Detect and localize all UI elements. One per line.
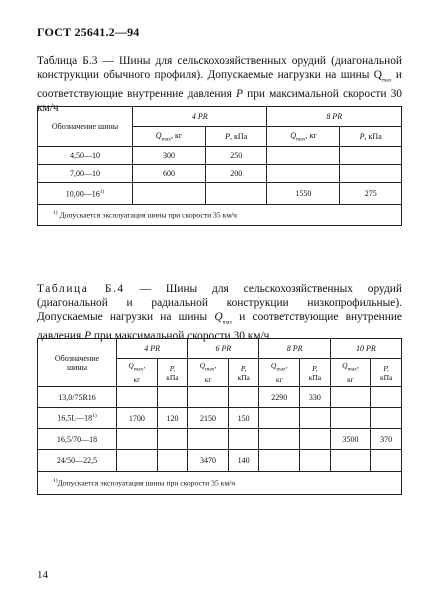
group-header: 10 PR [330,339,401,359]
cell [340,147,402,165]
q-header: $Q_{max}$, кг [188,359,229,387]
cell: 275 [340,183,402,205]
tire-name: 7,00—10 [38,165,133,183]
caption-text: и соответствующие внутренние давления [37,311,402,343]
tire-name: 4,50—10 [38,147,133,165]
cell [157,387,188,408]
cell: 150 [228,408,259,429]
table-row [38,387,402,408]
cell: 3500 [330,429,371,450]
tire-name: 16,5/70—18 [38,429,117,450]
cell [157,450,188,472]
table-row [38,165,402,183]
col-header: Обозначение шины [38,107,133,147]
q-header: $Q_{max}$, кг [259,359,300,387]
q-header: $Q_{max}$, кг [133,127,206,147]
caption-label: Таблица Б.4 [37,283,125,295]
cell [300,429,331,450]
cell [300,408,331,429]
cell [157,429,188,450]
cell: 140 [228,450,259,472]
group-header: 6 PR [188,339,259,359]
p-header: P, кПа [157,359,188,387]
group-header: 4 PR [117,339,188,359]
table-footnote: $^{1)}$ Допускается эксплуатация шины при скорости 35 км/ч [38,205,402,226]
tire-name: 24/50—22,5 [38,450,117,472]
caption-sub: max [382,77,392,84]
cell: 2150 [188,408,229,429]
tire-name: 13,0/75R16 [38,387,117,408]
cell: 370 [371,429,402,450]
cell: 1550 [267,183,340,205]
page-number: 14 [37,569,48,581]
table-footnote: $^{1)}$Допускается эксплуатация шины при скорости 35 км/ч [38,472,402,495]
cell [259,429,300,450]
cell: 250 [205,147,266,165]
cell [330,408,371,429]
cell [267,165,340,183]
cell: 1700 [117,408,158,429]
caption-text: конструкции обычного профиля). Допускаемые нагрузки на шины Q [37,69,382,81]
cell [188,429,229,450]
cell [340,165,402,183]
table-row [38,429,402,450]
table-row [38,450,402,472]
caption-text: и соответствующие внутренние давления [37,69,402,101]
table-b3 [37,106,402,226]
cell [188,387,229,408]
cell: 600 [133,165,206,183]
cell [205,183,266,205]
table-row [38,147,402,165]
cell [259,450,300,472]
p-header: P, кПа [371,359,402,387]
caption-italic: P [236,88,243,101]
tire-name: 10,00—16$^{1)}$ [38,183,133,205]
cell [133,183,206,205]
tire-name: 16,5L—18$^{1)}$ [38,408,117,429]
caption-sub: max [222,319,233,326]
table-row [38,408,402,429]
caption-italic: P [84,330,92,343]
table-b4 [37,338,402,495]
cell [259,408,300,429]
cell [117,450,158,472]
q-header: $Q_{max}$, кг [267,127,340,147]
cell [371,387,402,408]
standard-header: ГОСТ 25641.2—94 [37,25,140,39]
cell [330,387,371,408]
group-header: 8 PR [259,339,330,359]
cell: 330 [300,387,331,408]
table-row [38,183,402,205]
cell: 2290 [259,387,300,408]
caption-text: при максимальной скорости 30 км/ч [91,330,270,343]
group-header: 8 PR [267,107,402,127]
p-header: P, кПа [228,359,259,387]
cell [330,450,371,472]
col-header: Обозначение шины [38,339,117,387]
group-header: 4 PR [133,107,267,127]
caption-text: — Шины для сельскохозяйственных орудий (диагональной и радиальной конструкции низкопрофильные). Допускаемые нагрузки на шины [37,283,402,323]
cell [228,429,259,450]
cell: 120 [157,408,188,429]
cell: 300 [133,147,206,165]
p-header: P, кПа [340,127,402,147]
cell [300,450,331,472]
q-header: $Q_{max}$, кг [330,359,371,387]
cell [117,429,158,450]
caption-italic: Q [214,311,223,323]
cell: 3470 [188,450,229,472]
cell [117,387,158,408]
cell [228,387,259,408]
p-header: P, кПа [205,127,266,147]
cell [371,450,402,472]
cell [267,147,340,165]
caption-text: Таблица Б.3 — Шины для сельскохозяйственных орудий (диагональной [37,55,402,67]
p-header: P, кПа [300,359,331,387]
cell [371,408,402,429]
table2-caption [37,282,402,343]
cell: 200 [205,165,266,183]
caption-text: при максимальной скорости 30 км/ч [37,88,402,115]
q-header: $Q_{max}$, кг [117,359,158,387]
